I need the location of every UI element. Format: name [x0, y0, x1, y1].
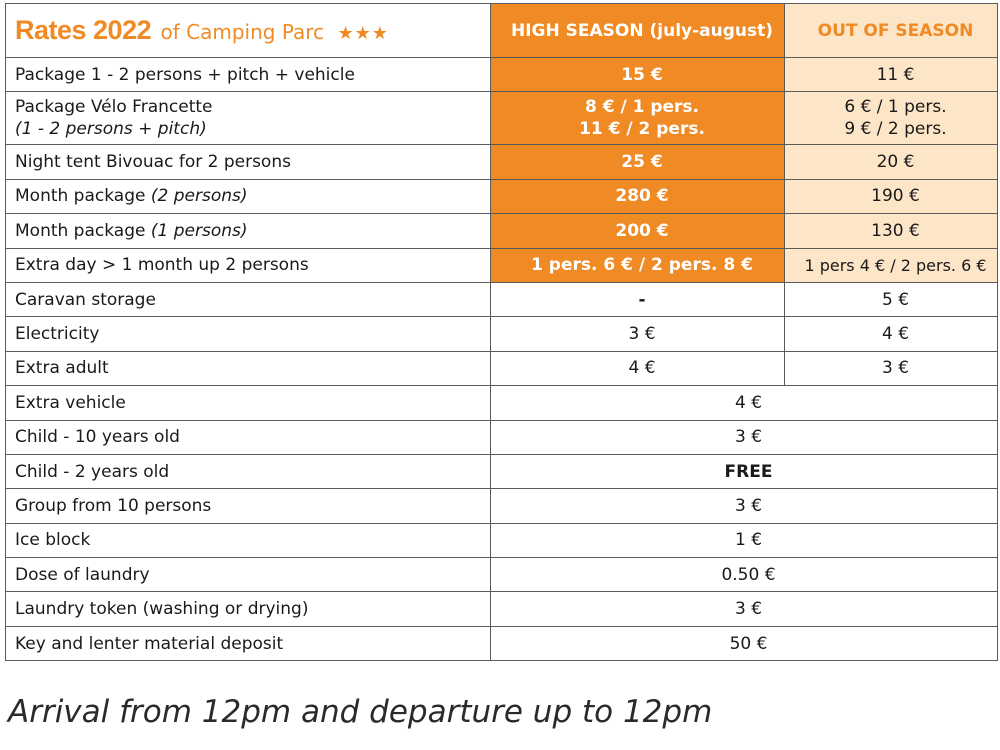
row-label	[6, 92, 491, 145]
row-label: Extra adult	[6, 351, 491, 385]
row-label: Caravan storage	[6, 282, 491, 316]
row-label: Laundry token (washing or drying)	[6, 592, 491, 626]
high-season-price: 3 €	[491, 317, 785, 351]
out-of-season-price: 3 €	[785, 351, 998, 385]
table-title	[6, 4, 491, 58]
table-row	[6, 558, 998, 592]
out-of-season-price: 1 pers 4 € / 2 pers. 6 €	[785, 248, 998, 282]
all-season-price: 0.50 €	[491, 558, 998, 592]
row-label: Electricity	[6, 317, 491, 351]
table-row	[6, 386, 998, 420]
row-label-note: (1 - 2 persons + pitch)	[15, 119, 207, 140]
high-season-price: -	[491, 282, 785, 316]
high-season-price: 4 €	[491, 351, 785, 385]
row-label-note: (2 persons)	[150, 186, 248, 207]
high-season-price: 25 €	[491, 145, 785, 179]
table-row	[6, 489, 998, 523]
out-of-season-price: 190 €	[785, 179, 998, 213]
table-row	[6, 454, 998, 488]
row-label-main: Month package	[15, 220, 146, 241]
row-label: Extra vehicle	[6, 386, 491, 420]
table-row	[6, 248, 998, 282]
out-of-season-price	[785, 92, 998, 145]
all-season-price: 3 €	[491, 489, 998, 523]
row-label: Dose of laundry	[6, 558, 491, 592]
all-season-price: 3 €	[491, 592, 998, 626]
table-header-row	[6, 4, 998, 58]
out-of-season-price: 5 €	[785, 282, 998, 316]
arrival-departure-note: Arrival from 12pm and departure up to 12pm	[8, 694, 713, 730]
all-season-price: 1 €	[491, 523, 998, 557]
high-season-price: 15 €	[491, 58, 785, 92]
table-row	[6, 351, 998, 385]
out-of-season-price-1: 6 € / 1 pers.	[844, 97, 947, 118]
table-row	[6, 179, 998, 213]
row-label: Package 1 - 2 persons + pitch + vehicle	[6, 58, 491, 92]
out-of-season-price: 130 €	[785, 214, 998, 248]
row-label: Child - 10 years old	[6, 420, 491, 454]
out-of-season-price: 4 €	[785, 317, 998, 351]
row-label	[6, 179, 491, 213]
high-season-price-2: 11 € / 2 pers.	[579, 119, 705, 140]
row-label-main: Package Vélo Francette	[15, 97, 213, 118]
all-season-price: 4 €	[491, 386, 998, 420]
high-season-price: 1 pers. 6 € / 2 pers. 8 €	[491, 248, 785, 282]
row-label: Key and lenter material deposit	[6, 626, 491, 660]
row-label: Group from 10 persons	[6, 489, 491, 523]
all-season-price: 50 €	[491, 626, 998, 660]
table-row	[6, 420, 998, 454]
table-row	[6, 317, 998, 351]
table-row	[6, 282, 998, 316]
high-season-header: HIGH SEASON (july-august)	[491, 4, 785, 58]
table-row	[6, 523, 998, 557]
out-of-season-price: 20 €	[785, 145, 998, 179]
out-of-season-price: 11 €	[785, 58, 998, 92]
table-row	[6, 214, 998, 248]
high-season-price-1: 8 € / 1 pers.	[584, 97, 700, 118]
high-season-price: 280 €	[491, 179, 785, 213]
row-label: Night tent Bivouac for 2 persons	[6, 145, 491, 179]
out-of-season-header: OUT OF SEASON	[785, 4, 998, 58]
row-label-note: (1 persons)	[150, 220, 248, 241]
table-row	[6, 626, 998, 660]
row-label: Extra day > 1 month up 2 persons	[6, 248, 491, 282]
rating-stars-icon: ★★★	[337, 23, 389, 44]
title-sub: of Camping Parc	[160, 20, 325, 44]
table-row	[6, 92, 998, 145]
all-season-price: FREE	[491, 454, 998, 488]
row-label: Child - 2 years old	[6, 454, 491, 488]
table-row	[6, 58, 998, 92]
row-label: Ice block	[6, 523, 491, 557]
row-label-main: Month package	[15, 186, 146, 207]
table-row	[6, 592, 998, 626]
out-of-season-price-2: 9 € / 2 pers.	[844, 119, 947, 140]
all-season-price: 3 €	[491, 420, 998, 454]
high-season-price	[491, 92, 785, 145]
rates-table	[5, 3, 998, 661]
table-row	[6, 145, 998, 179]
row-label	[6, 214, 491, 248]
high-season-price: 200 €	[491, 214, 785, 248]
title-main: Rates 2022	[15, 15, 152, 45]
